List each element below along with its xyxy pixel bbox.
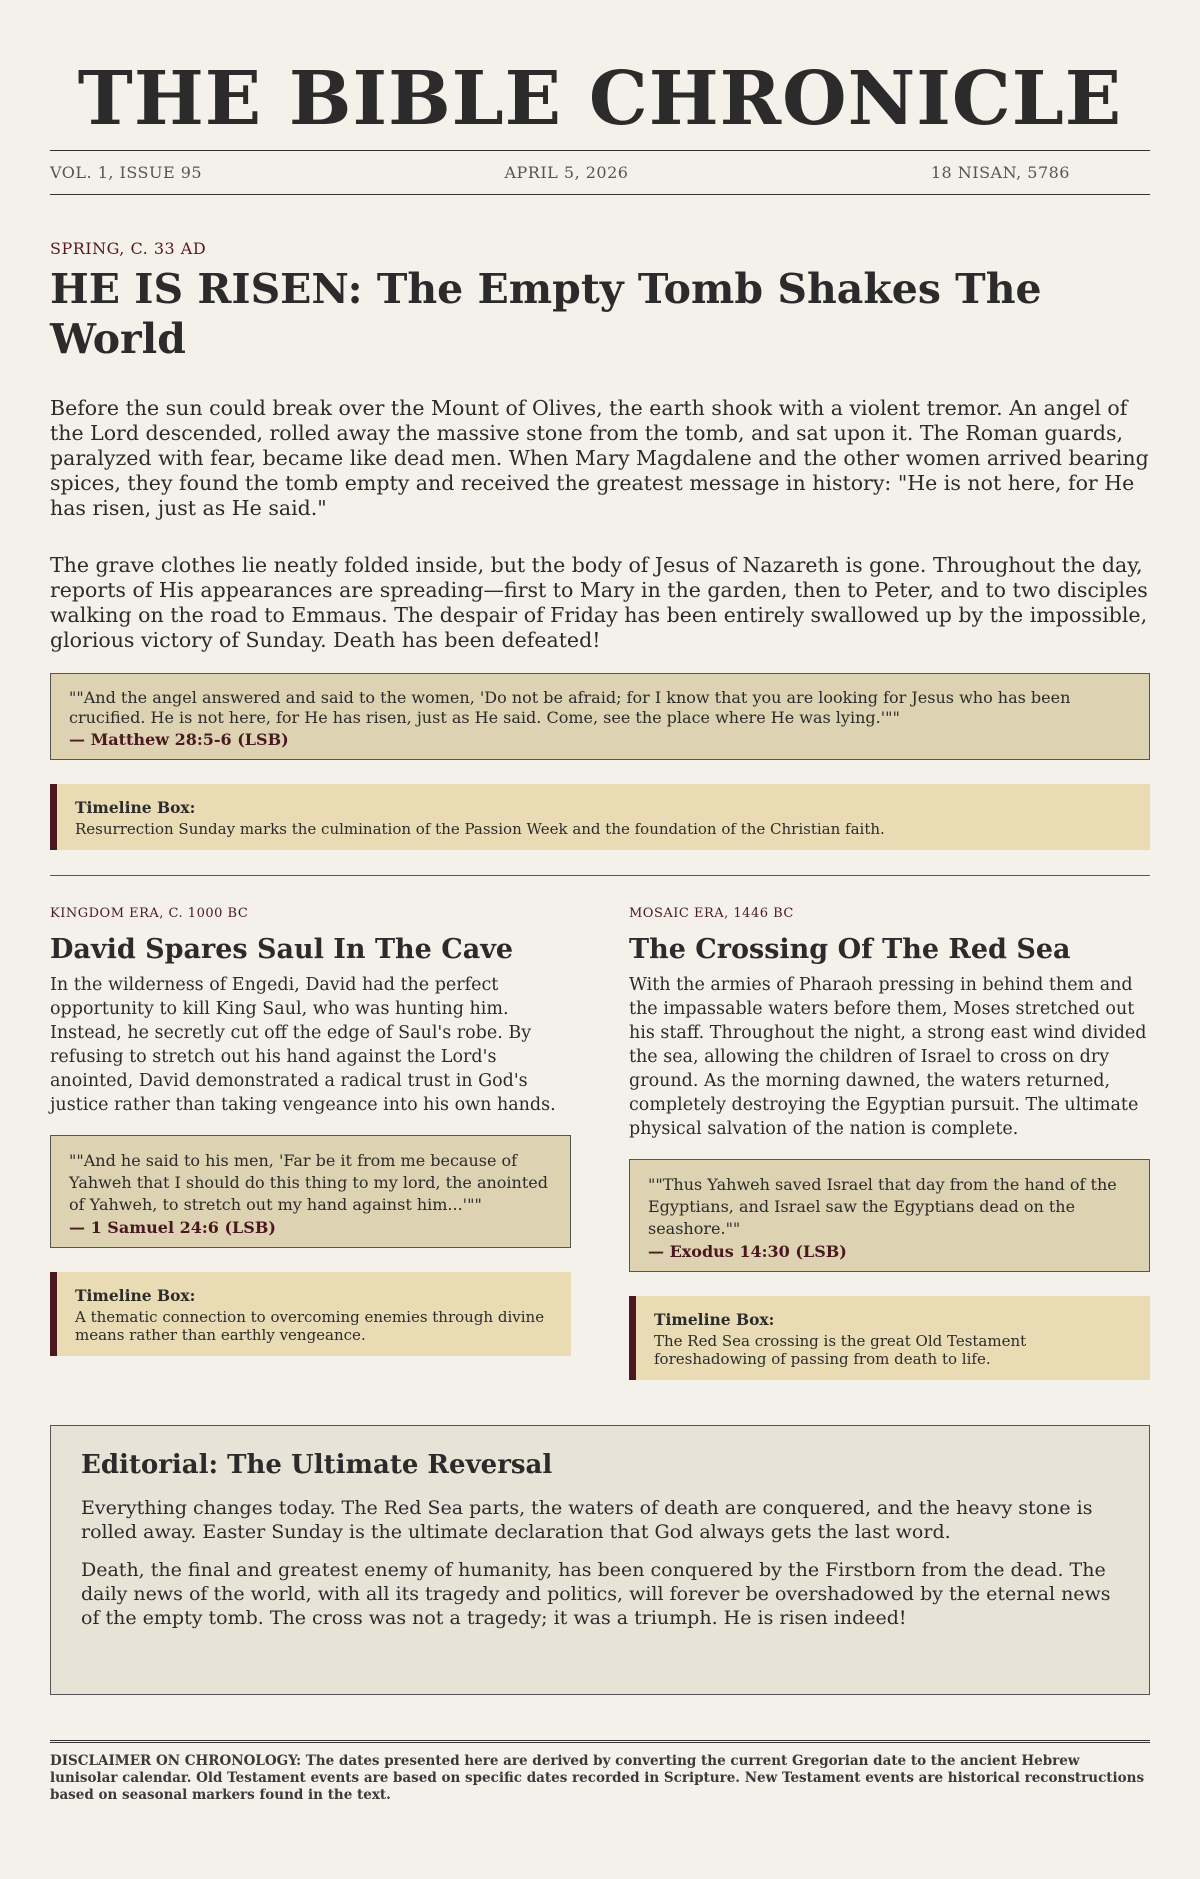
timeline-text: The Red Sea crossing is the great Old Testament foreshadowing of passing from death to life. <box>654 1332 1027 1368</box>
quote-citation: — 1 Samuel 24:6 (LSB) <box>69 1218 276 1237</box>
article-body: With the armies of Pharaoh pressing in behind them and the impassable waters before them, Moses stretched out his staff. Throughout the night, a strong east wind divided the sea, allowing the children of Israel to cross on dry ground. As the morning dawned, the waters returned, completely destroying the Egyptian pursuit. The ultimate physical salvation of the nation is complete. <box>629 975 1147 1139</box>
article-timeline-box <box>50 1272 571 1356</box>
footer-rule <box>50 1740 1150 1743</box>
article-body: In the wilderness of Engedi, David had the perfect opportunity to kill King Saul, who was hunting him. Instead, he secretly cut off the edge of Saul's robe. By refusing to stretch out his hand against the Lord's anointed, David demonstrated a radical trust in God's justice rather than taking vengeance into his own hands. <box>50 975 556 1115</box>
volume-issue: VOL. 1, ISSUE 95 <box>50 163 203 182</box>
issue-date: APRIL 5, 2026 <box>504 163 629 182</box>
article-red-sea <box>629 906 1150 1380</box>
article-scripture-quote <box>50 1135 571 1248</box>
lead-body <box>50 396 1150 653</box>
masthead-title: THE BIBLE CHRONICLE <box>77 56 1123 142</box>
timeline-text: A thematic connection to overcoming enemies through divine means rather than earthly vengeance. <box>75 1308 545 1344</box>
section-divider <box>50 875 1150 876</box>
lead-headline: HE IS RISEN: The Empty Tomb Shakes The World <box>50 265 1042 363</box>
dateline <box>50 150 1150 195</box>
hebrew-date: 18 NISAN, 5786 <box>930 163 1070 182</box>
quote-text: ""And the angel answered and said to the women, 'Do not be afraid; for I know that you are looking for Jesus who has been crucified. He is not here, for He has risen, just as He said. Come, see the place where He was lying.'"" <box>69 688 1071 727</box>
timeline-text: Resurrection Sunday marks the culmination of the Passion Week and the foundation of the Christian faith. <box>75 820 885 838</box>
secondary-articles <box>50 906 1150 1380</box>
timeline-title: Timeline Box: <box>75 798 196 817</box>
quote-citation: — Matthew 28:5-6 (LSB) <box>69 730 289 749</box>
timeline-title: Timeline Box: <box>654 1310 775 1329</box>
article-era-label: KINGDOM ERA, C. 1000 BC <box>50 906 249 921</box>
article-era-label: MOSAIC ERA, 1446 BC <box>629 906 794 921</box>
editorial-paragraph: Death, the final and greatest enemy of humanity, has been conquered by the Firstborn from the dead. The daily news of the world, with all its tragedy and politics, will forever be overshadowed by the eternal news of the empty tomb. The cross was not a tragedy; it was a triumph. He is risen indeed! <box>81 1559 1111 1629</box>
article-headline: David Spares Saul In The Cave <box>50 934 514 965</box>
lead-era-label: SPRING, C. 33 AD <box>50 239 207 258</box>
quote-text: ""Thus Yahweh saved Israel that day from the hand of the Egyptians, and Israel saw the Egyptians dead on the seashore."" <box>648 1175 1117 1238</box>
article-timeline-box <box>629 1296 1150 1380</box>
quote-citation: — Exodus 14:30 (LSB) <box>648 1242 847 1261</box>
timeline-title: Timeline Box: <box>75 1286 196 1305</box>
lead-scripture-quote <box>50 673 1150 760</box>
lead-timeline-box <box>50 784 1150 850</box>
editorial-title: Editorial: The Ultimate Reversal <box>81 1450 553 1480</box>
editorial-paragraph: Everything changes today. The Red Sea parts, the waters of death are conquered, and the heavy stone is rolled away. Easter Sunday is the ultimate declaration that God always gets the last word. <box>81 1497 1093 1543</box>
quote-text: ""And he said to his men, 'Far be it from me because of Yahweh that I should do this thing to my lord, the anointed of Yahweh, to stretch out my hand against him...'"" <box>69 1151 548 1214</box>
lead-paragraph: The grave clothes lie neatly folded inside, but the body of Jesus of Nazareth is gone. Throughout the day, reports of His appearances are spreading—first to Mary in the garden, then to Peter, and to two disciples walking on the road to Emmaus. The despair of Friday has been entirely swallowed up by the impossible, glorious victory of Sunday. Death has been defeated! <box>50 553 1148 652</box>
chronology-disclaimer: DISCLAIMER ON CHRONOLOGY: The dates presented here are derived by converting the current Gregorian date to the ancient Hebrew lunisolar calendar. Old Testament events are based on specific dates recorded in Scripture. New Testament events are historical reconstructions based on seasonal markers found in the text. <box>50 1753 1145 1803</box>
lead-article <box>50 195 1150 850</box>
lead-paragraph: Before the sun could break over the Mount of Olives, the earth shook with a violent tremor. An angel of the Lord descended, rolled away the massive stone from the tomb, and sat upon it. The Roman guards, paralyzed with fear, became like dead men. When Mary Magdalene and the other women arrived bearing spices, they found the tomb empty and received the greatest message in history: "He is not here, for He has risen, just as He said." <box>50 396 1149 520</box>
article-david-saul <box>50 906 571 1380</box>
editorial-box <box>50 1425 1150 1695</box>
article-scripture-quote <box>629 1159 1150 1272</box>
article-headline: The Crossing Of The Red Sea <box>629 934 1071 965</box>
